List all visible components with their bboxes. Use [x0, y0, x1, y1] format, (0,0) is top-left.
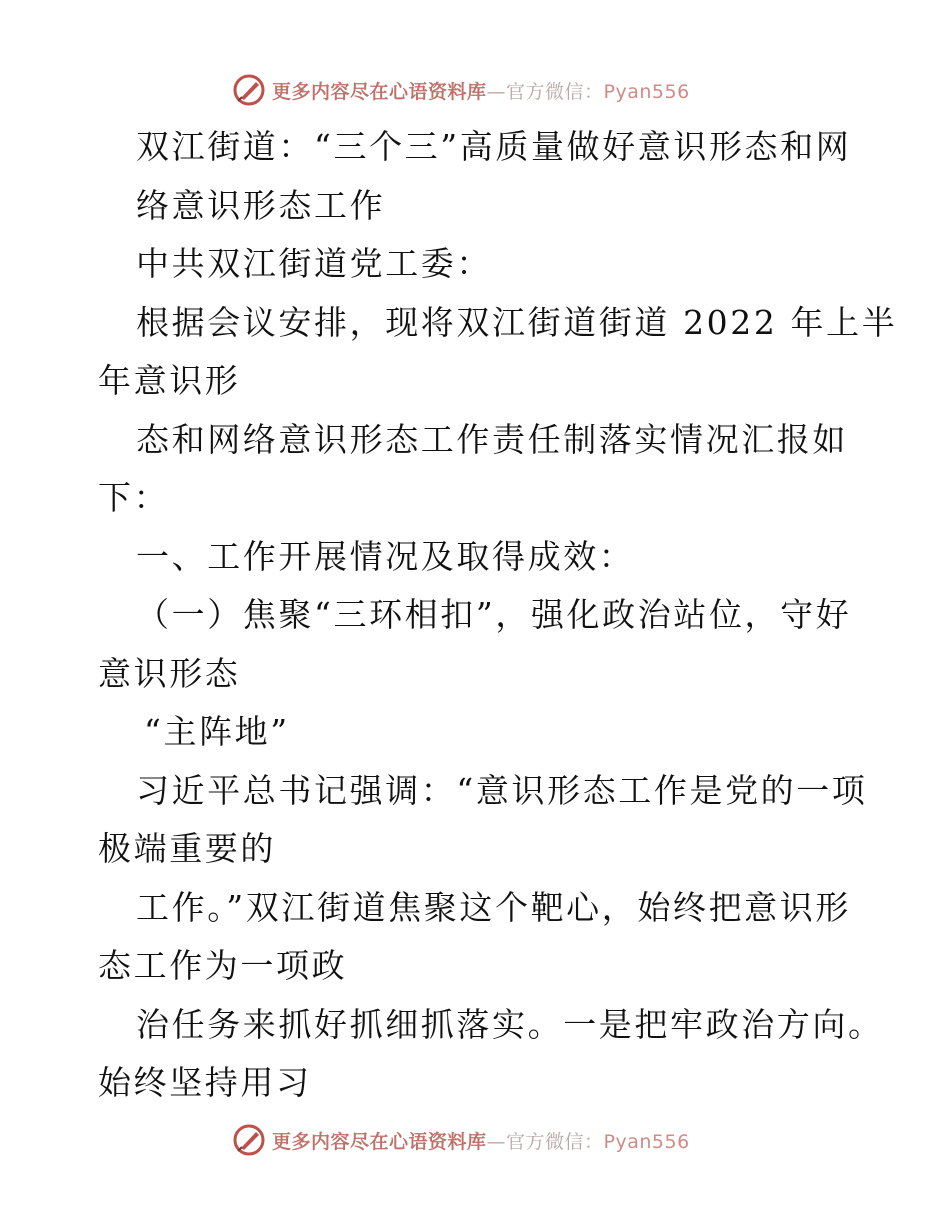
- watermark-separator: —: [486, 80, 507, 103]
- paragraph-line: 始终坚持用习: [98, 1063, 312, 1102]
- subsection-heading: “主阵地”: [144, 712, 290, 751]
- paragraph-line: 年意识形: [98, 361, 241, 400]
- watermark-wechat-id: Pyan556: [603, 80, 690, 103]
- paragraph-line: 态和网络意识形态工作责任制落实情况汇报如: [136, 419, 848, 459]
- paragraph-line: 根据会议安排，现将双江街道街道 2022 年上半: [136, 302, 898, 342]
- paragraph-line: 态工作为一项政: [98, 946, 348, 985]
- watermark-label: 官方微信：: [506, 1130, 604, 1153]
- watermark-label: 官方微信：: [506, 80, 604, 103]
- paragraph-line: 下：: [98, 478, 170, 517]
- watermark-footer: [232, 1120, 752, 1160]
- paragraph-line: 工作。”双江街道焦聚这个靶心，始终把意识形: [136, 887, 851, 927]
- subsection-heading: 意识形态: [98, 653, 241, 693]
- document-addressee: 中共双江街道党工委：: [136, 244, 492, 283]
- watermark-separator: —: [486, 1130, 507, 1153]
- paragraph-line: 治任务来抓好抓细抓落实。一是把牢政治方向。: [136, 1004, 884, 1044]
- document-body: [98, 118, 898, 1113]
- paragraph-line: 习近平总书记强调：“意识形态工作是党的一项: [136, 770, 868, 810]
- subsection-heading: （一）焦聚“三环相扣”，强化政治站位，守好: [136, 595, 852, 634]
- document-title-line-2: 络意识形态工作: [136, 185, 386, 225]
- document-title-line-1: 双江街道：“三个三”高质量做好意识形态和网: [136, 127, 852, 166]
- quill-logo-icon: [232, 73, 266, 107]
- watermark-brand: 更多内容尽在心语资料库: [272, 80, 487, 103]
- watermark-text: [272, 1127, 690, 1154]
- section-heading: 一、工作开展情况及取得成效：: [136, 536, 635, 576]
- quill-logo-icon: [232, 1123, 266, 1157]
- paragraph-line: 极端重要的: [98, 829, 276, 868]
- watermark-header: [232, 70, 752, 110]
- watermark-wechat-id: Pyan556: [603, 1130, 690, 1153]
- watermark-text: [272, 77, 690, 104]
- watermark-brand: 更多内容尽在心语资料库: [272, 1130, 487, 1153]
